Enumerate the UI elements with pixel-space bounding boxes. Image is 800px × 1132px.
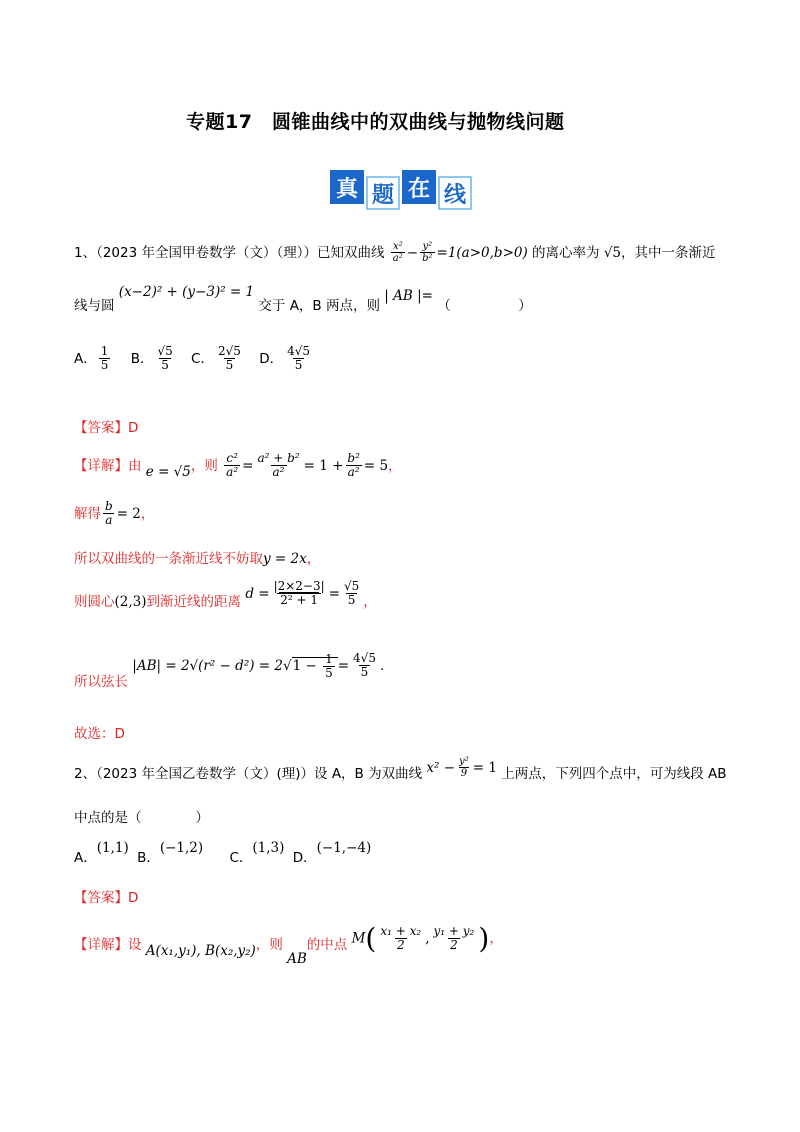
q2-d1-mid: 的中点 [306,936,348,953]
q2-after: 上两点，下列四个点中，可为线段 AB [501,766,727,782]
q1-detail-4: 则圆心(2,3)到渐近线的距离 d = $\frac{|2\times 2-3|}{\text{2² + 1}}$ = $\frac{√5}{5}$ ， [74,579,377,610]
q2-line1: 2、（2023 年全国乙卷数学（文）(理)）设 A，B 为双曲线 x² − $\frac{\text{y²}}{9}$ = 1 上两点，下列四个点中，可为线段 AB [74,756,727,782]
section-badge [330,170,472,208]
q2-d1-ab: AB [287,950,307,967]
q1-d1-end: ， [388,457,402,474]
q2-option-d[interactable]: D．(−1,−4) [292,840,372,866]
q1-option-a[interactable]: A． $\frac{1}{5}$ [74,344,109,373]
q1-option-c[interactable]: C． $\frac{2√5}{5}$ [191,344,241,373]
q1-paren: （ ） [437,298,532,314]
q2-d1-m: M [351,930,366,947]
q1-d4-prefix: 则圆心 [74,593,115,610]
q1-option-b[interactable]: B． $\frac{√5}{5}$ [130,344,173,373]
q1-options [74,345,314,373]
q2-d1-then: ，则 [255,936,283,953]
q2-detail-label: 【详解】设 [74,936,142,953]
badge-char-3: 在 [402,170,436,204]
q1-d4-end: ， [363,593,377,610]
q1-d2-eq: = 2 [116,505,141,522]
q1-d2-prefix: 解得 [74,505,101,522]
q1-option-d[interactable]: D． $\frac{4√5}{5}$ [259,344,311,373]
q1-d3-prefix: 所以双曲线的一条渐近线不妨取 [74,551,263,567]
q2-line2: 中点的是（ ） [74,810,209,826]
page-title: 专题17 圆锥曲线中的双曲线与抛物线问题 [186,111,565,133]
q1-d5-end: . [379,657,385,674]
q2-options [74,836,372,866]
q2-option-a[interactable]: A．(1,1) [74,840,129,866]
q2-option-b[interactable]: B．(−1,2) [137,840,204,866]
q1-line1: 1、（2023 年全国甲卷数学（文）（理））已知双曲线 $\frac{\text{x²}}{\text{a²}}$ − $\frac{\text{y²}}{\text{b²}}$ =1(a>0,b>0) 的离心率为 √5，其中一条渐近 [74,241,716,265]
q1-d2-end: ， [140,505,155,522]
q1-detail-2: 解得 $\frac{b}{a}$ = 2， [74,499,155,528]
badge-char-4: 线 [438,176,472,210]
q1-d3-eq: y = 2x [263,551,307,567]
q1-detail-1: 【详解】由 e = √5，则 $\frac{\text{c²}}{\text{a²}}$ = $\frac{\text{a² + b²}}{\text{a²}}$ = 1 + $\frac{\text{b²}}{\text{a²}}$ = 5， [74,451,402,480]
q1-circle: (x−2)² + (y−3)² = 1 [118,284,255,300]
q1-detail-5: 所以弦长 |AB| = 2√(r² − d²) = 2√1 − $\frac{1}{5}$ = $\frac{4√5}{5}$ . [74,651,385,690]
q1-d4-point: (2,3) [114,593,147,610]
q1-d3-end: ， [306,551,321,567]
q1-ab: | AB |= [384,288,433,304]
q1-line2 [74,284,532,314]
q1-d1-then: ，则 [190,457,218,474]
q2-answer: 【答案】D [74,890,139,906]
q1-ecc: √5 [603,245,622,261]
q1-d4-eq: d = [245,585,270,602]
q1-d4-mid: 到渐近线的距离 [146,593,242,610]
q1-number: 1、 [74,245,97,261]
q1-d1-eq: e = √5 [145,463,191,480]
badge-char-2: 题 [366,176,400,210]
q2-option-c[interactable]: C．(1,3) [229,840,285,866]
q1-after-ecc: ，其中一条渐近 [621,245,716,261]
q2-number: 2、 [74,766,97,782]
q1-hyperbola-x: $\frac{\text{x²}}{\text{a²}}$ [392,241,403,265]
q2-d1-points: A(x₁,y₁), B(x₂,y₂) [145,942,256,959]
q1-detail-3 [74,547,320,567]
q1-conclusion: 故选：D [74,726,125,742]
q2-detail-1: 【详解】设 A(x₁,y₁), B(x₂,y₂)，则 AB的中点 M( $\frac{\text{x₁ + x₂}}{2}$ , $\frac{\text{y₁ + y₂}}{2}$ )， [74,922,503,967]
q1-line2-mid: 交于 A，B 两点，则 [258,298,380,314]
q1-detail-label: 【详解】由 [74,457,142,474]
q1-line2-prefix: 线与圆 [74,298,115,314]
q2-d1-end: ， [489,930,503,947]
q1-d5-prefix: 所以弦长 [74,673,128,690]
q1-answer: 【答案】D [74,420,139,436]
badge-char-1: 真 [330,170,364,204]
q1-source: （2023 年全国甲卷数学（文）（理））已知双曲线 [96,245,385,261]
q2-source: （2023 年全国乙卷数学（文）(理)）设 A，B 为双曲线 [96,766,423,782]
q1-after-hyperbola: 的离心率为 [532,245,600,261]
q1-hyperbola-y: $\frac{\text{y²}}{\text{b²}}$ [422,241,433,265]
